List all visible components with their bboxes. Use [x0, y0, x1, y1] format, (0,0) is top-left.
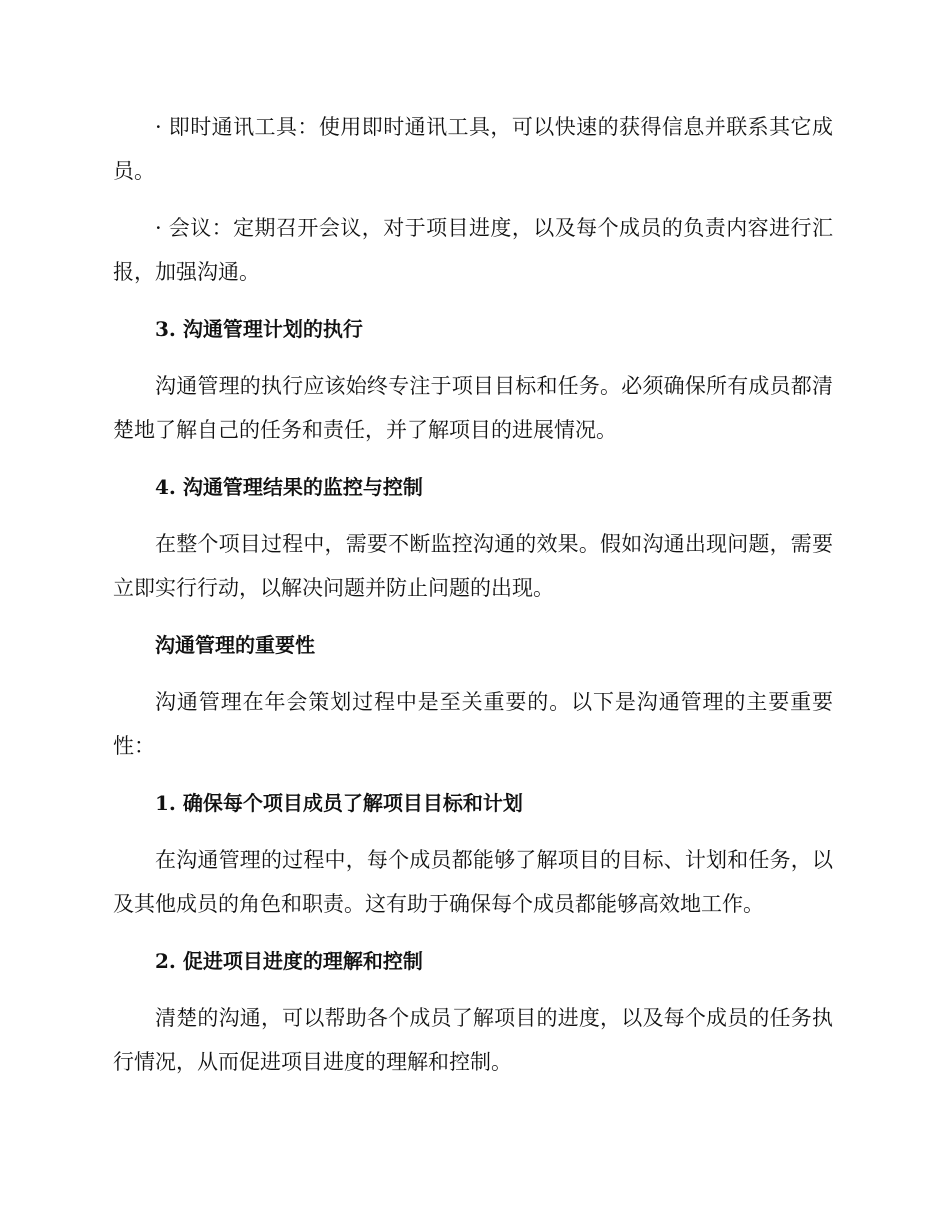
section-heading-plan-execution: 3. 沟通管理计划的执行 [155, 317, 363, 341]
body-paragraph: 清楚的沟通，可以帮助各个成员了解项目的进度，以及每个成员的任务执行情况，从而促进项目进度的理解和控制。 [113, 1006, 833, 1074]
section-heading-importance: 沟通管理的重要性 [155, 633, 315, 657]
section-heading-progress-control: 2. 促进项目进度的理解和控制 [155, 949, 423, 973]
bullet-paragraph-meeting: · 会议：定期召开会议，对于项目进度，以及每个成员的负责内容进行汇报，加强沟通。 [113, 216, 833, 284]
document-body [113, 105, 833, 1097]
body-paragraph: 在整个项目过程中，需要不断监控沟通的效果。假如沟通出现问题，需要立即实行行动，以解决问题并防止问题的出现。 [113, 532, 833, 600]
body-paragraph: 沟通管理在年会策划过程中是至关重要的。以下是沟通管理的主要重要性： [113, 690, 833, 758]
section-heading-monitoring-control: 4. 沟通管理结果的监控与控制 [155, 475, 423, 499]
body-paragraph: 沟通管理的执行应该始终专注于项目目标和任务。必须确保所有成员都清楚地了解自己的任务和责任，并了解项目的进展情况。 [113, 374, 833, 442]
body-paragraph: 在沟通管理的过程中，每个成员都能够了解项目的目标、计划和任务，以及其他成员的角色和职责。这有助于确保每个成员都能够高效地工作。 [113, 848, 833, 916]
section-heading-goals-plans: 1. 确保每个项目成员了解项目目标和计划 [155, 791, 523, 815]
bullet-paragraph-instant-messaging: · 即时通讯工具：使用即时通讯工具，可以快速的获得信息并联系其它成员。 [113, 115, 833, 183]
